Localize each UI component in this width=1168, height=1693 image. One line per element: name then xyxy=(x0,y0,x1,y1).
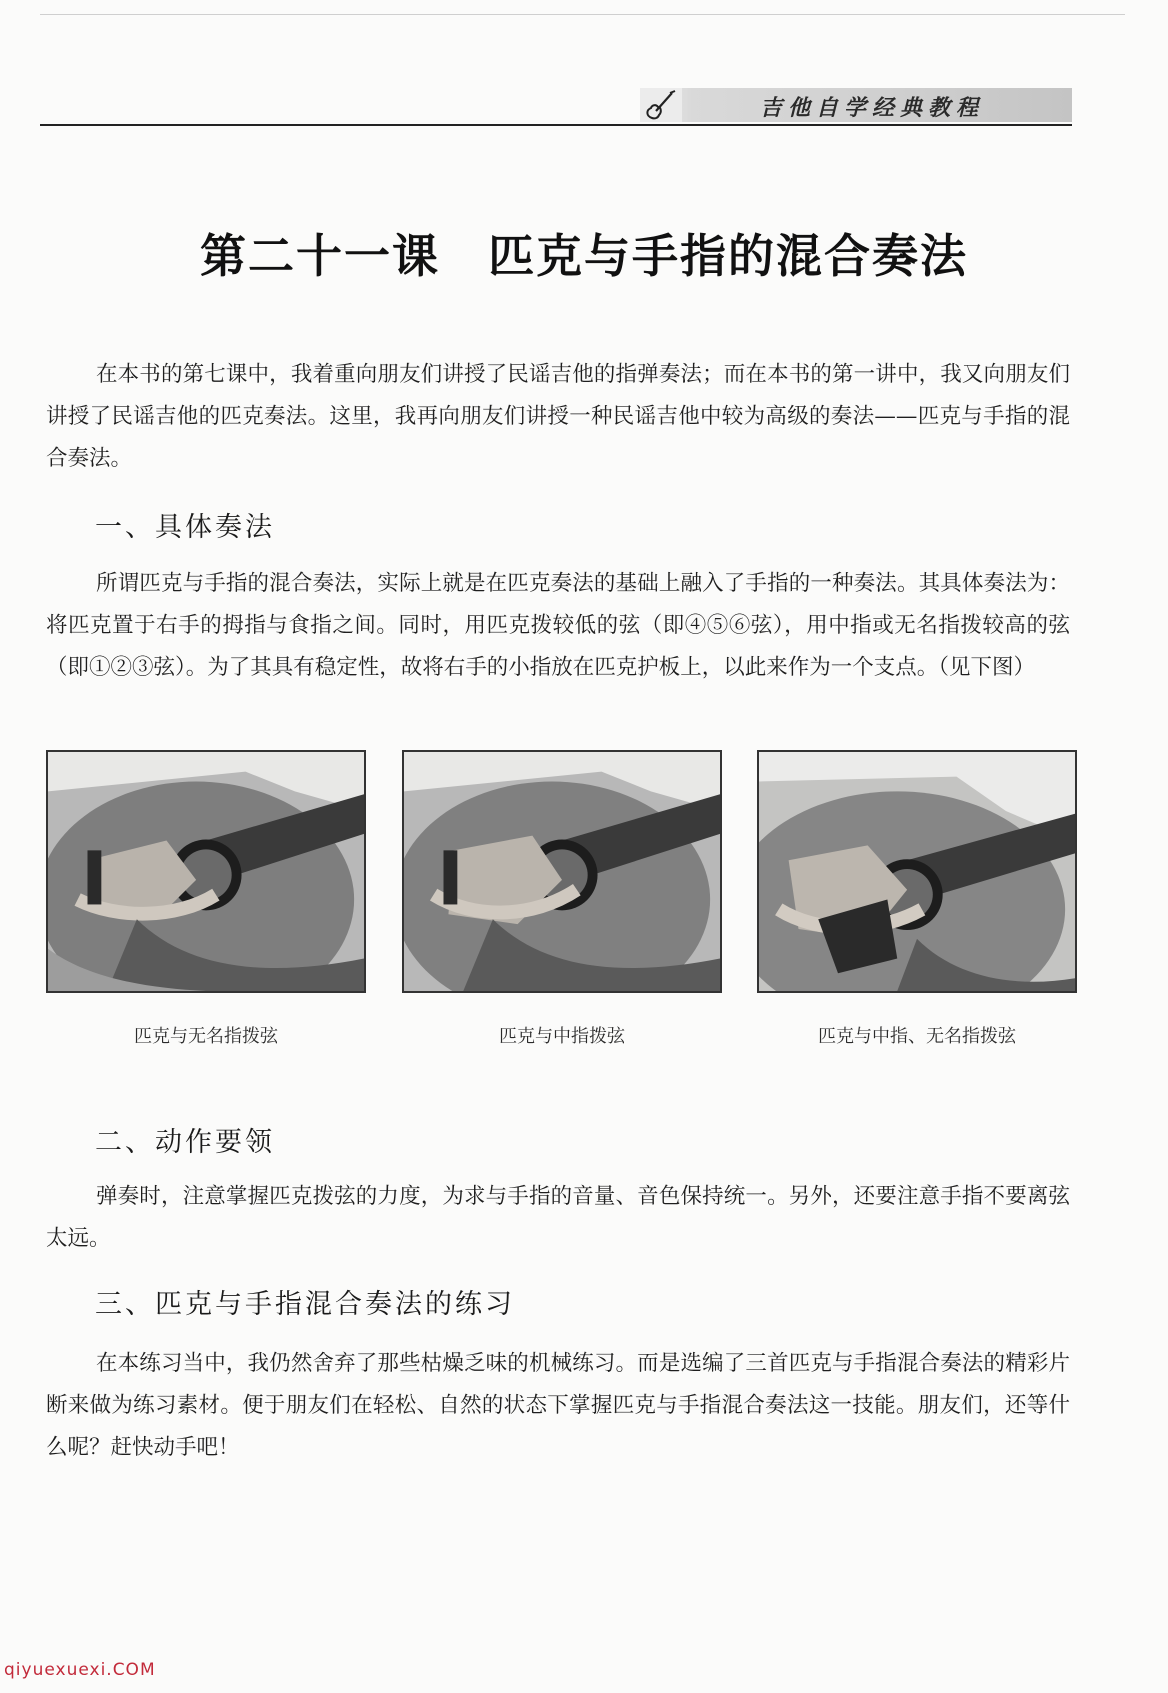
photo-caption: 匹克与中指、无名指拨弦 xyxy=(818,1026,1016,1047)
section-heading: 三、匹克与手指混合奏法的练习 xyxy=(95,1289,515,1320)
section-heading: 二、动作要领 xyxy=(95,1127,275,1158)
photo-caption: 匹克与中指拨弦 xyxy=(499,1026,625,1047)
section-heading: 一、具体奏法 xyxy=(95,512,275,543)
guitar-photo xyxy=(46,750,366,993)
section-paragraph: 所谓匹克与手指的混合奏法，实际上就是在匹克奏法的基础上融入了手指的一种奏法。其具体奏法为：将匹克置于右手的拇指与食指之间。同时，用匹克拨较低的弦（即④⑤⑥弦），用中指或无名指拨较高的弦（即①②③弦）。为了其具有稳定性，故将右手的小指放在匹克护板上，以此来作为一个支点。（见下图） xyxy=(46,571,1070,680)
guitar-icon xyxy=(640,88,682,122)
section-paragraph: 在本练习当中，我仍然舍弃了那些枯燥乏味的机械练习。而是选编了三首匹克与手指混合奏法的精彩片断来做为练习素材。便于朋友们在轻松、自然的状态下掌握匹克与手指混合奏法这一技能。朋友们，还等什么呢？赶快动手吧！ xyxy=(46,1351,1070,1460)
photo-caption: 匹克与无名指拨弦 xyxy=(134,1026,278,1047)
top-edge-rule xyxy=(40,14,1125,15)
section-paragraph: 弹奏时，注意掌握匹克拨弦的力度，为求与手指的音量、音色保持统一。另外，还要注意手指不要离弦太远。 xyxy=(46,1184,1070,1251)
lesson-title: 第二十一课 匹克与手指的混合奏法 xyxy=(200,229,968,283)
intro-paragraph: 在本书的第七课中，我着重向朋友们讲授了民谣吉他的指弹奏法；而在本书的第一讲中，我又向朋友们讲授了民谣吉他的匹克奏法。这里，我再向朋友们讲授一种民谣吉他中较为高级的奏法——匹克与手指的混合奏法。 xyxy=(46,362,1070,471)
site-watermark: qiyuexuexi.COM xyxy=(4,1660,156,1680)
book-title: 吉他自学经典教程 xyxy=(760,96,985,121)
guitar-photo xyxy=(757,750,1077,993)
header-rule xyxy=(40,124,1072,126)
guitar-photo xyxy=(402,750,722,993)
